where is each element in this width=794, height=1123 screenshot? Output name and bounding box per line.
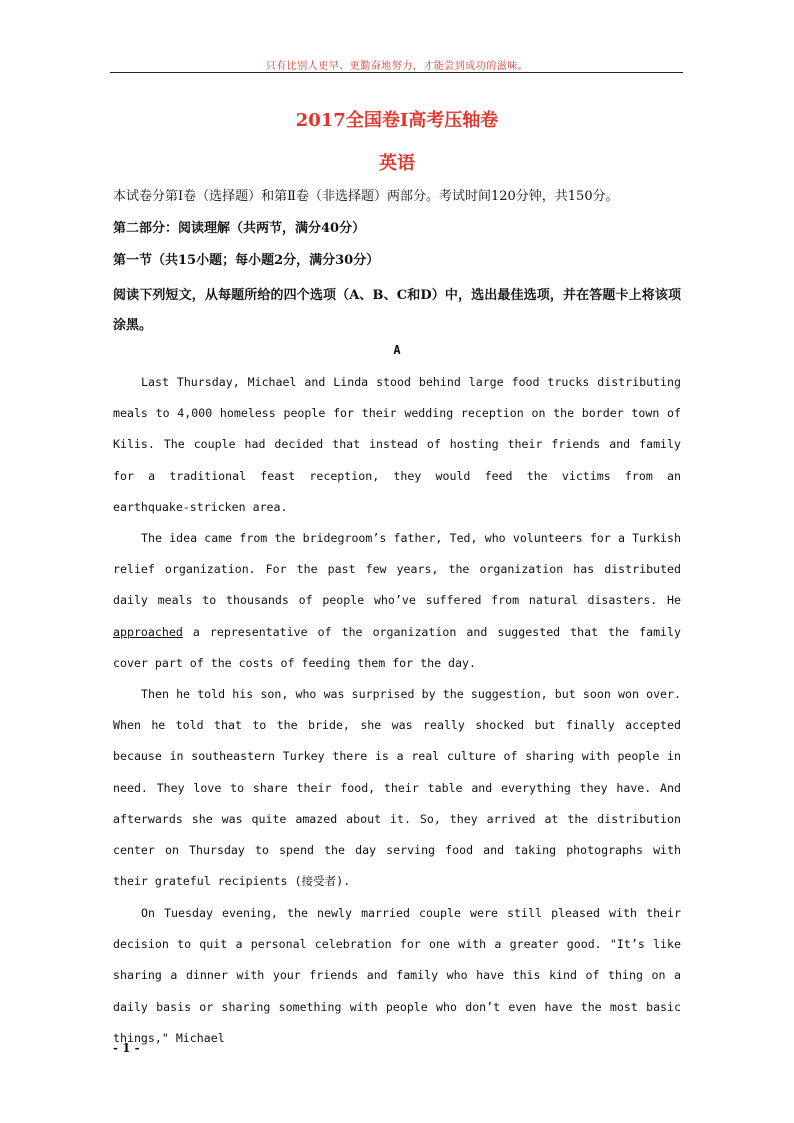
section-heading: 第一节（共15小题；每小题2分，满分30分） bbox=[113, 253, 380, 268]
paragraph-3 bbox=[113, 679, 681, 897]
exam-title: 2017全国卷Ⅰ高考压轴卷 bbox=[295, 110, 499, 131]
paragraph-3-text: Then he told his son, who was surprised by the suggestion, but soon won over. When he told that to the bride, she was really shocked but finally accepted because in southeastern Turkey there is a real culture of sharing with people in need. They love to share their food, their table and everything they have. And afterwards she was quite amazed about it. So, they arrived at the distribution center on Thursday to spend the day serving food and taking photographs with their grateful recipients (接受者). bbox=[113, 687, 681, 889]
underlined-word: approached bbox=[113, 624, 183, 639]
page-number: - 1 - bbox=[113, 1041, 140, 1055]
header-motto: 只有比别人更早、更勤奋地努力，才能尝到成功的滋味。 bbox=[265, 61, 529, 72]
paragraph-4-text: On Tuesday evening, the newly married couple were still pleased with their decision to quit a personal celebration for one with a greater good. "It’s like sharing a dinner with your friends and family who have this kind of thing on a daily basis or sharing something with people who don’t even have the most basic things," Michael bbox=[113, 906, 681, 1045]
paragraph-1 bbox=[113, 367, 681, 523]
subject-title: 英语 bbox=[379, 153, 415, 174]
reading-instruction: 阅读下列短文，从每题所给的四个选项（A、B、C和D）中，选出最佳选项，并在答题卡上将该项涂黑。 bbox=[113, 288, 681, 333]
paragraph-1-text: Last Thursday, Michael and Linda stood behind large food trucks distributing meals to 4,000 homeless people for their wedding reception on the border town of Kilis. The couple had decided that instead of hosting their friends and family for a traditional feast reception, they would feed the victims from an earthquake-stricken area. bbox=[113, 375, 681, 514]
paragraph-4 bbox=[113, 898, 681, 1054]
passage-label: A bbox=[393, 343, 401, 357]
exam-intro: 本试卷分第Ⅰ卷（选择题）和第Ⅱ卷（非选择题）两部分。考试时间120分钟，共150分。 bbox=[113, 189, 619, 204]
header-divider bbox=[110, 72, 683, 73]
part-heading: 第二部分：阅读理解（共两节，满分40分） bbox=[113, 221, 366, 236]
paragraph-2-text-end: a representative of the organization and suggested that the family cover part of the costs of feeding them for the day. bbox=[113, 624, 681, 670]
paragraph-2 bbox=[113, 523, 681, 679]
paragraph-2-text: The idea came from the bridegroom’s father, Ted, who volunteers for a Turkish relief organization. For the past few years, the organization has distributed daily meals to thousands of people who’ve suffered from natural disasters. He bbox=[113, 531, 681, 608]
